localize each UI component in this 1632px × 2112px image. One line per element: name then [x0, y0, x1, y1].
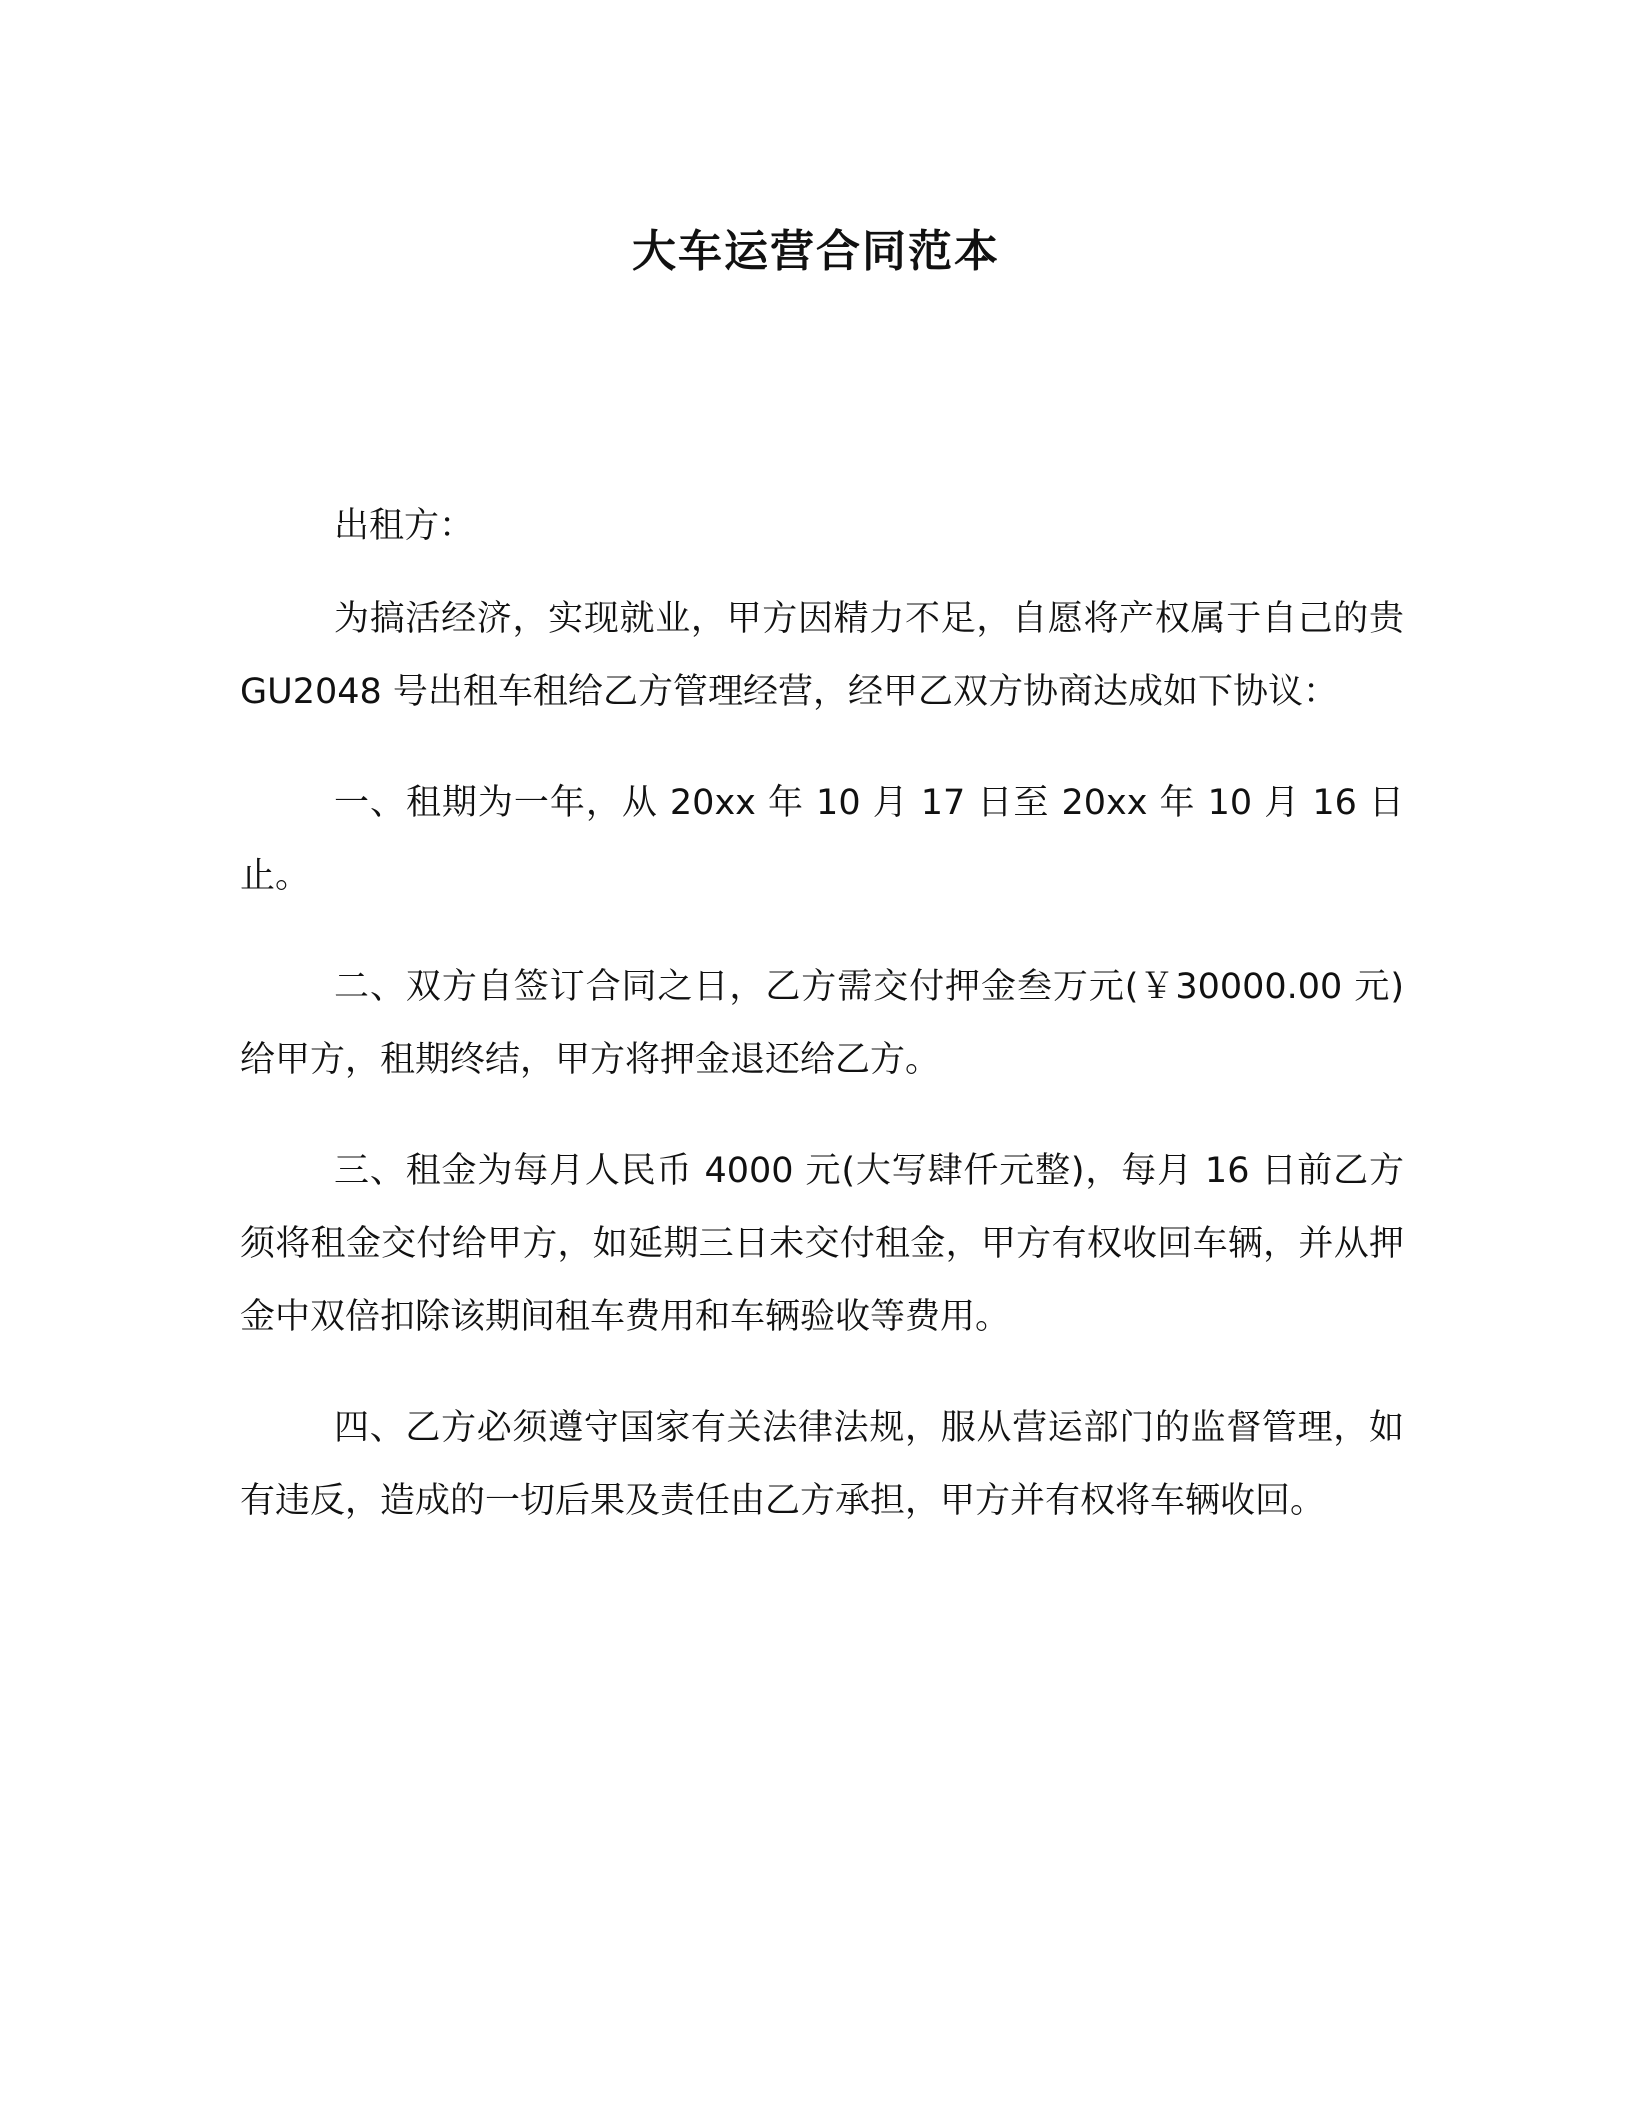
paragraph-lessor: 出租方： — [334, 506, 475, 546]
paragraph-clause-4: 四、乙方必须遵守国家有关法律法规，服从营运部门的监督管理，如有违反，造成的一切后果及责任由乙方承担，甲方并有权将车辆收回。 — [240, 1408, 1404, 1521]
document-title: 大车运营合同范本 — [632, 226, 1000, 277]
paragraph-clause-2: 二、双方自签订合同之日，乙方需交付押金叁万元(￥30000.00 元)给甲方，租期终结，甲方将押金退还给乙方。 — [240, 967, 1404, 1080]
paragraph-clause-3: 三、租金为每月人民币 4000 元(大写肆仟元整)，每月 16 日前乙方须将租金交付给甲方，如延期三日未交付租金，甲方有权收回车辆，并从押金中双倍扣除该期间租车费用和车辆验收等费用。 — [240, 1151, 1404, 1337]
paragraph-preamble: 为搞活经济，实现就业，甲方因精力不足，自愿将产权属于自己的贵 GU2048 号出租车租给乙方管理经营，经甲乙双方协商达成如下协议： — [240, 599, 1404, 712]
paragraph-clause-1: 一、租期为一年，从 20xx 年 10 月 17 日至 20xx 年 10 月 16 日止。 — [240, 783, 1404, 896]
document-body — [240, 490, 1404, 1576]
